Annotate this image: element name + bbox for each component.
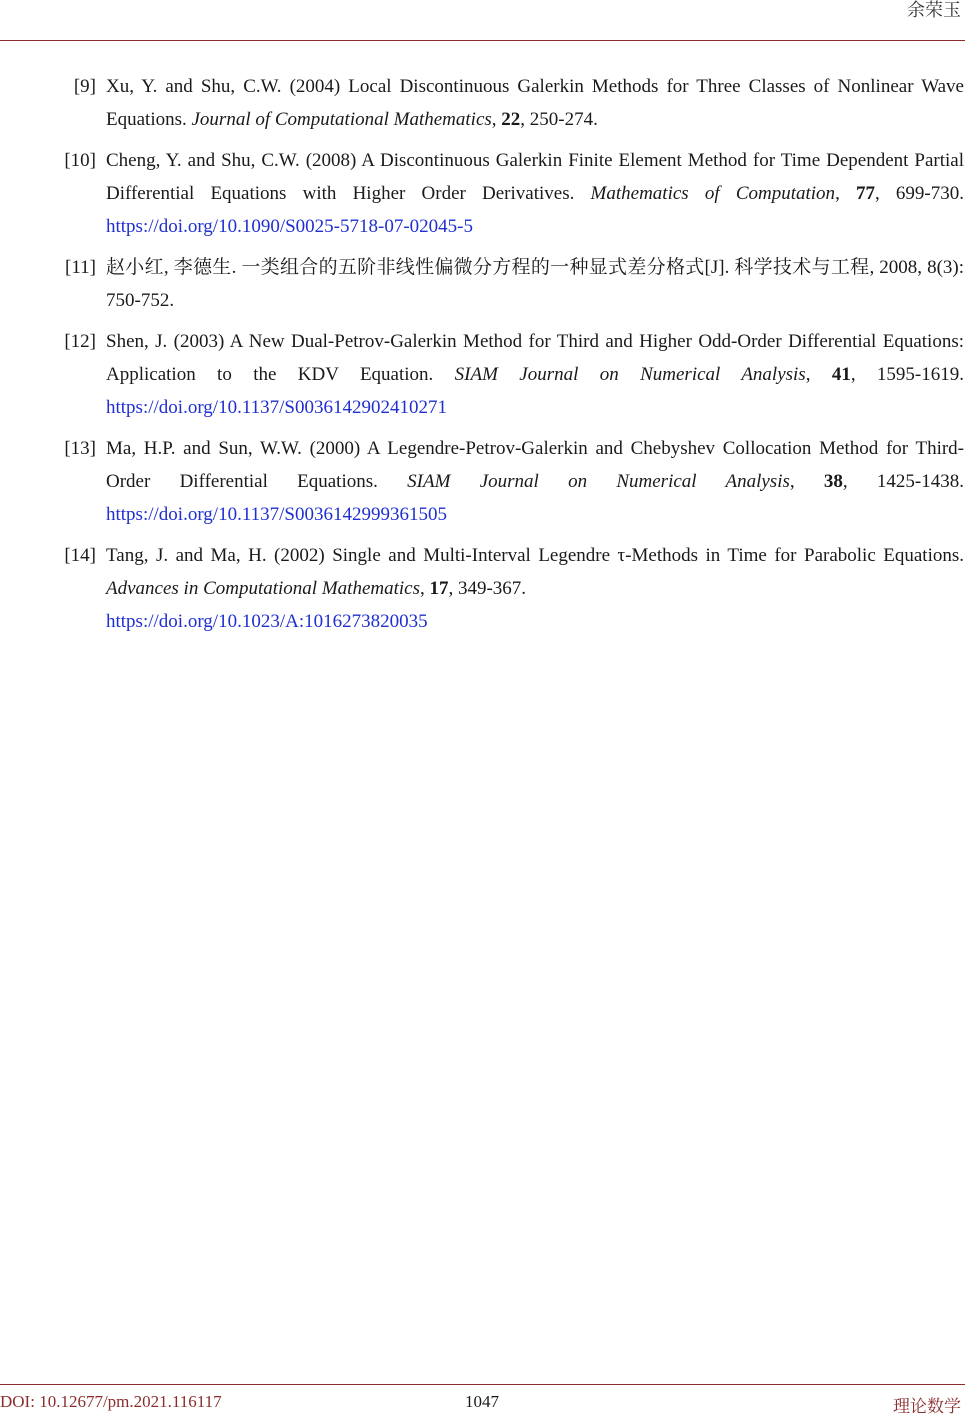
reference-journal: SIAM Journal on Numerical Analysis — [407, 471, 790, 492]
reference-number: [12] — [64, 331, 96, 352]
reference-text: Ma, H.P. and Sun, W.W. (2000) A Legendre-Petrov-Galerkin and Chebyshev Collocation Method for Third-Order Differential Equations. — [106, 438, 964, 492]
reference-volume: 17 — [429, 578, 449, 599]
doi-link[interactable]: https://doi.org/10.1137/S0036142999361505 — [106, 504, 447, 525]
reference-pages: , 699-730. — [875, 183, 965, 204]
header-divider — [0, 40, 965, 41]
reference-text: 赵小红, 李德生. 一类组合的五阶非线性偏微分方程的一种显式差分格式[J]. 科学技术与工程, 2008, 8(3): 750-752. — [106, 257, 964, 311]
reference-volume: 77 — [856, 183, 875, 204]
reference-journal: Mathematics of Computation — [590, 183, 836, 204]
reference-pages: , 250-274. — [520, 109, 598, 130]
reference-separator: , — [419, 578, 430, 599]
reference-item — [60, 325, 964, 424]
reference-volume: 38 — [823, 471, 843, 492]
reference-journal: Journal of Computational Mathematics — [191, 109, 492, 130]
reference-separator: , — [789, 471, 824, 492]
reference-pages: , 1425-1438. — [842, 471, 965, 492]
reference-separator: , — [805, 364, 832, 385]
reference-item — [60, 70, 964, 136]
doi-link[interactable]: https://doi.org/10.1090/S0025-5718-07-02045-5 — [106, 216, 473, 237]
reference-item — [60, 251, 964, 317]
footer-journal-name: 理论数学 — [893, 1397, 961, 1416]
footer-doi: DOI: 10.12677/pm.2021.116117 — [0, 1392, 222, 1411]
footer-divider — [0, 1384, 965, 1385]
reference-item — [60, 539, 964, 638]
running-header-author: 余荣玉 — [907, 0, 961, 20]
doi-link[interactable]: https://doi.org/10.1137/S0036142902410271 — [106, 397, 447, 418]
reference-number: [14] — [64, 545, 96, 566]
reference-text: Xu, Y. and Shu, C.W. (2004) Local Discontinuous Galerkin Methods for Three Classes of Nonlinear Wave Equations. — [106, 76, 964, 130]
reference-item — [60, 144, 964, 243]
reference-volume: 41 — [831, 364, 851, 385]
reference-number: [13] — [64, 438, 96, 459]
reference-item — [60, 432, 964, 531]
reference-separator: , — [835, 183, 856, 204]
reference-text: Shen, J. (2003) A New Dual-Petrov-Galerkin Method for Third and Higher Odd-Order Differential Equations: Application to the KDV Equation. — [106, 331, 964, 385]
reference-separator: , — [491, 109, 502, 130]
reference-number: [10] — [64, 150, 96, 171]
reference-number: [9] — [73, 76, 96, 97]
reference-journal: SIAM Journal on Numerical Analysis — [454, 364, 806, 385]
reference-volume: 22 — [501, 109, 521, 130]
reference-pages: , 1595-1619. — [850, 364, 964, 385]
reference-journal: Advances in Computational Mathematics — [106, 578, 420, 599]
reference-text: Tang, J. and Ma, H. (2002) Single and Multi-Interval Legendre τ-Methods in Time for Parabolic Equations. — [106, 545, 964, 566]
reference-list — [60, 70, 964, 646]
page-number: 1047 — [465, 1392, 499, 1411]
reference-pages: , 349-367. — [448, 578, 527, 599]
doi-link[interactable]: https://doi.org/10.1023/A:1016273820035 — [106, 611, 428, 632]
reference-text: Cheng, Y. and Shu, C.W. (2008) A Discontinuous Galerkin Finite Element Method for Time Dependent Partial Differential Equations with Higher Order Derivatives. — [106, 150, 964, 204]
reference-number: [11] — [65, 257, 96, 278]
